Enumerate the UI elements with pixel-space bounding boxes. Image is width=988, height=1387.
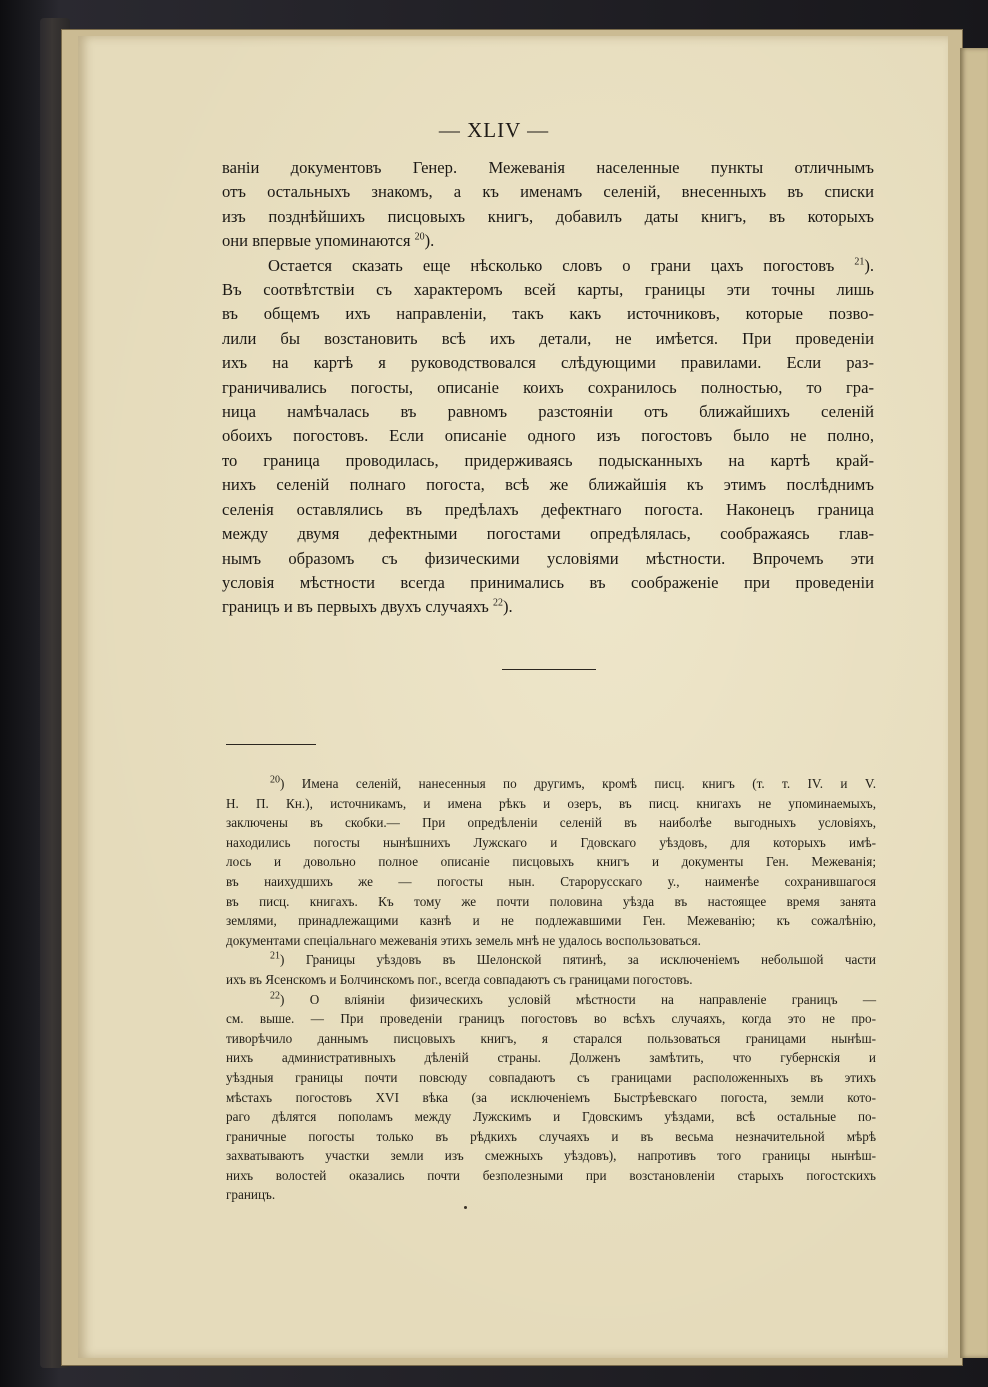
text-line: обоихъ погостовъ. Если описаніе одного изъ погостовъ было не полно,: [222, 426, 874, 446]
text-line: селенія оставлялись въ предѣлахъ дефектнаго погоста. Наконецъ граница: [222, 499, 874, 519]
footnote-line: въ наихудшихъ же — погосты нын. Старорусскаго у., наименѣе сохранившагося: [226, 873, 876, 889]
footnote-mark-paren: ): [280, 776, 285, 791]
text-line-with-note: [222, 254, 874, 278]
footnote-mark-paren: ): [280, 991, 285, 1007]
footnote-mark-paren: ): [280, 952, 285, 968]
text-line: условія мѣстности всегда принимались въ соображеніе при проведеніи: [222, 572, 874, 592]
footnote-line: тиворѣчило даннымъ писцовыхъ книгъ, я старался пользоваться границами нынѣш-: [226, 1030, 876, 1046]
text-line: нихъ селеній полнаго погоста, всѣ же ближайшія къ этимъ послѣднимъ: [222, 475, 874, 495]
footnote-line: [226, 990, 876, 1010]
text-line: границъ и въ первыхъ двухъ случаяхъ: [222, 597, 489, 617]
footnote-line: мѣстахъ погостовъ XVI вѣка (за исключеніемъ Быстрѣевскаго погоста, земли кото-: [226, 1089, 876, 1105]
footnote-line: ихъ въ Ясенскомъ и Болчинскомъ пог., всегда совпадаютъ съ границами погостовъ.: [226, 971, 693, 987]
footnote-line: въ писц. книгахъ. Къ тому же почти половина уѣзда въ настоящее время занята: [226, 893, 876, 909]
ink-speck: [464, 1206, 467, 1209]
footnote-line: раго дѣлятся пополамъ между Лужскимъ и Гдовскимъ уѣздами, всѣ остальные по-: [226, 1109, 876, 1125]
footnote-mark-20: 20: [270, 774, 280, 786]
next-page-strip: [960, 48, 988, 1358]
footnote-line: находились погосты нынѣшнихъ Лужскаго и Гдовскаго уѣздовъ, для которыхъ имѣ-: [226, 834, 876, 850]
line-end: ).: [864, 255, 874, 275]
text-line: ваніи документовъ Генер. Межеванія населенные пункты отличнымъ: [222, 158, 874, 177]
footnote-line: границъ.: [226, 1187, 276, 1203]
footnote-line: [226, 774, 876, 794]
text-line: въ общемъ ихъ направленіи, такъ какъ источниковъ, которые позво-: [222, 304, 874, 324]
footnote-ref-20: 20: [414, 231, 425, 243]
footnote-line: захватываютъ участки земли изъ смежныхъ уѣздовъ), напротивъ того границы нынѣш-: [226, 1148, 876, 1164]
footnote-line: Н. П. Кн.), источникамъ, и имена рѣкъ и озеръ, въ писц. книгахъ не упоминаемыхъ,: [226, 795, 876, 811]
footnote-line: нихъ административныхъ дѣленій страны. Долженъ замѣтить, что губернскія и: [226, 1050, 876, 1066]
text-line: ихъ на картѣ я руководствовался слѣдующими правилами. Если раз-: [222, 353, 874, 373]
footnote-ref-21: 21: [854, 256, 865, 268]
footnote-line: нихъ волостей оказались почти безполезными при возстановленіи старыхъ погостскихъ: [226, 1167, 876, 1183]
footnote-line: документами спеціальнаго межеванія этихъ земель мнѣ не удалось воспользоваться.: [226, 932, 701, 948]
text-line: Въ соотвѣтствіи съ характеромъ всей карты, границы эти точны лишь: [222, 280, 874, 300]
section-divider: [502, 669, 596, 670]
text-line-with-note: [222, 229, 874, 253]
text-line: ница намѣчалась въ равномъ разстояніи отъ ближайшихъ селеній: [222, 402, 874, 422]
text-line: они впервые упоминаются: [222, 231, 411, 251]
footnote-line: см. выше. — При проведеніи границъ погостовъ во всѣхъ случаяхъ, когда это не про-: [226, 1011, 876, 1027]
line-end: ).: [424, 231, 435, 251]
text-line: граничивались погосты, описаніе коихъ сохранилось полностью, то гра-: [222, 377, 874, 397]
text-line: то граница проводилась, придерживаясь подысканныхъ на картѣ край-: [222, 450, 874, 470]
footnote-line: заключены въ скобки.— При опредѣленіи селеній въ наиболѣе выгодныхъ условіяхъ,: [226, 815, 876, 831]
line-end: ).: [503, 597, 513, 617]
footnote-text: О вліяніи физическихъ условій мѣстности на направленіе границъ —: [309, 991, 877, 1007]
footnote-line: землями, принадлежащими казнѣ и не подлежавшими Ген. Межеванію; къ сожалѣнію,: [226, 913, 876, 929]
text-line: отъ остальныхъ знакомъ, а къ именамъ селеній, внесенныхъ въ списки: [222, 182, 874, 202]
text-line-with-note: [222, 595, 874, 619]
footnote-rule: [226, 744, 316, 745]
footnotes: [226, 774, 876, 1205]
footnote-text: Имена селеній, нанесенныя по другимъ, кромѣ писц. книгъ (т. т. IV. и V.: [301, 776, 876, 791]
text-line: нымъ образомъ съ физическими условіями мѣстности. Впрочемъ эти: [222, 548, 874, 568]
footnote-text: Границы уѣздовъ въ Шелонской пятинѣ, за исключеніемъ небольшой части: [305, 952, 876, 968]
footnote-mark-21: 21: [270, 950, 280, 962]
footnote-ref-22: 22: [493, 597, 504, 609]
text-line: лили бы возстановить всѣ ихъ детали, не имѣется. При проведеніи: [222, 328, 874, 348]
footnote-mark-22: 22: [270, 990, 280, 1002]
text-line: Остается сказать еще нѣсколько словъ о грани цахъ погостовъ: [268, 255, 835, 275]
main-text: [222, 156, 874, 620]
footnote-line: граничные погосты только въ рѣдкихъ случаяхъ и въ весьма незначительной мѣрѣ: [226, 1128, 876, 1144]
footnote-line: уѣздныя границы почти повсюду совпадаютъ съ границами расположенныхъ въ этихъ: [226, 1069, 876, 1085]
text-line: между двумя дефектными погостами опредѣлялась, соображаясь глав-: [222, 524, 874, 544]
page-number: — XLIV —: [438, 118, 550, 142]
text-line: изъ позднѣйшихъ писцовыхъ книгъ, добавилъ даты книгъ, въ которыхъ: [222, 206, 874, 226]
footnote-line: [226, 950, 876, 970]
footnote-line: лось и довольно полное описаніе писцовыхъ книгъ и документы Ген. Межеванія;: [226, 854, 876, 870]
